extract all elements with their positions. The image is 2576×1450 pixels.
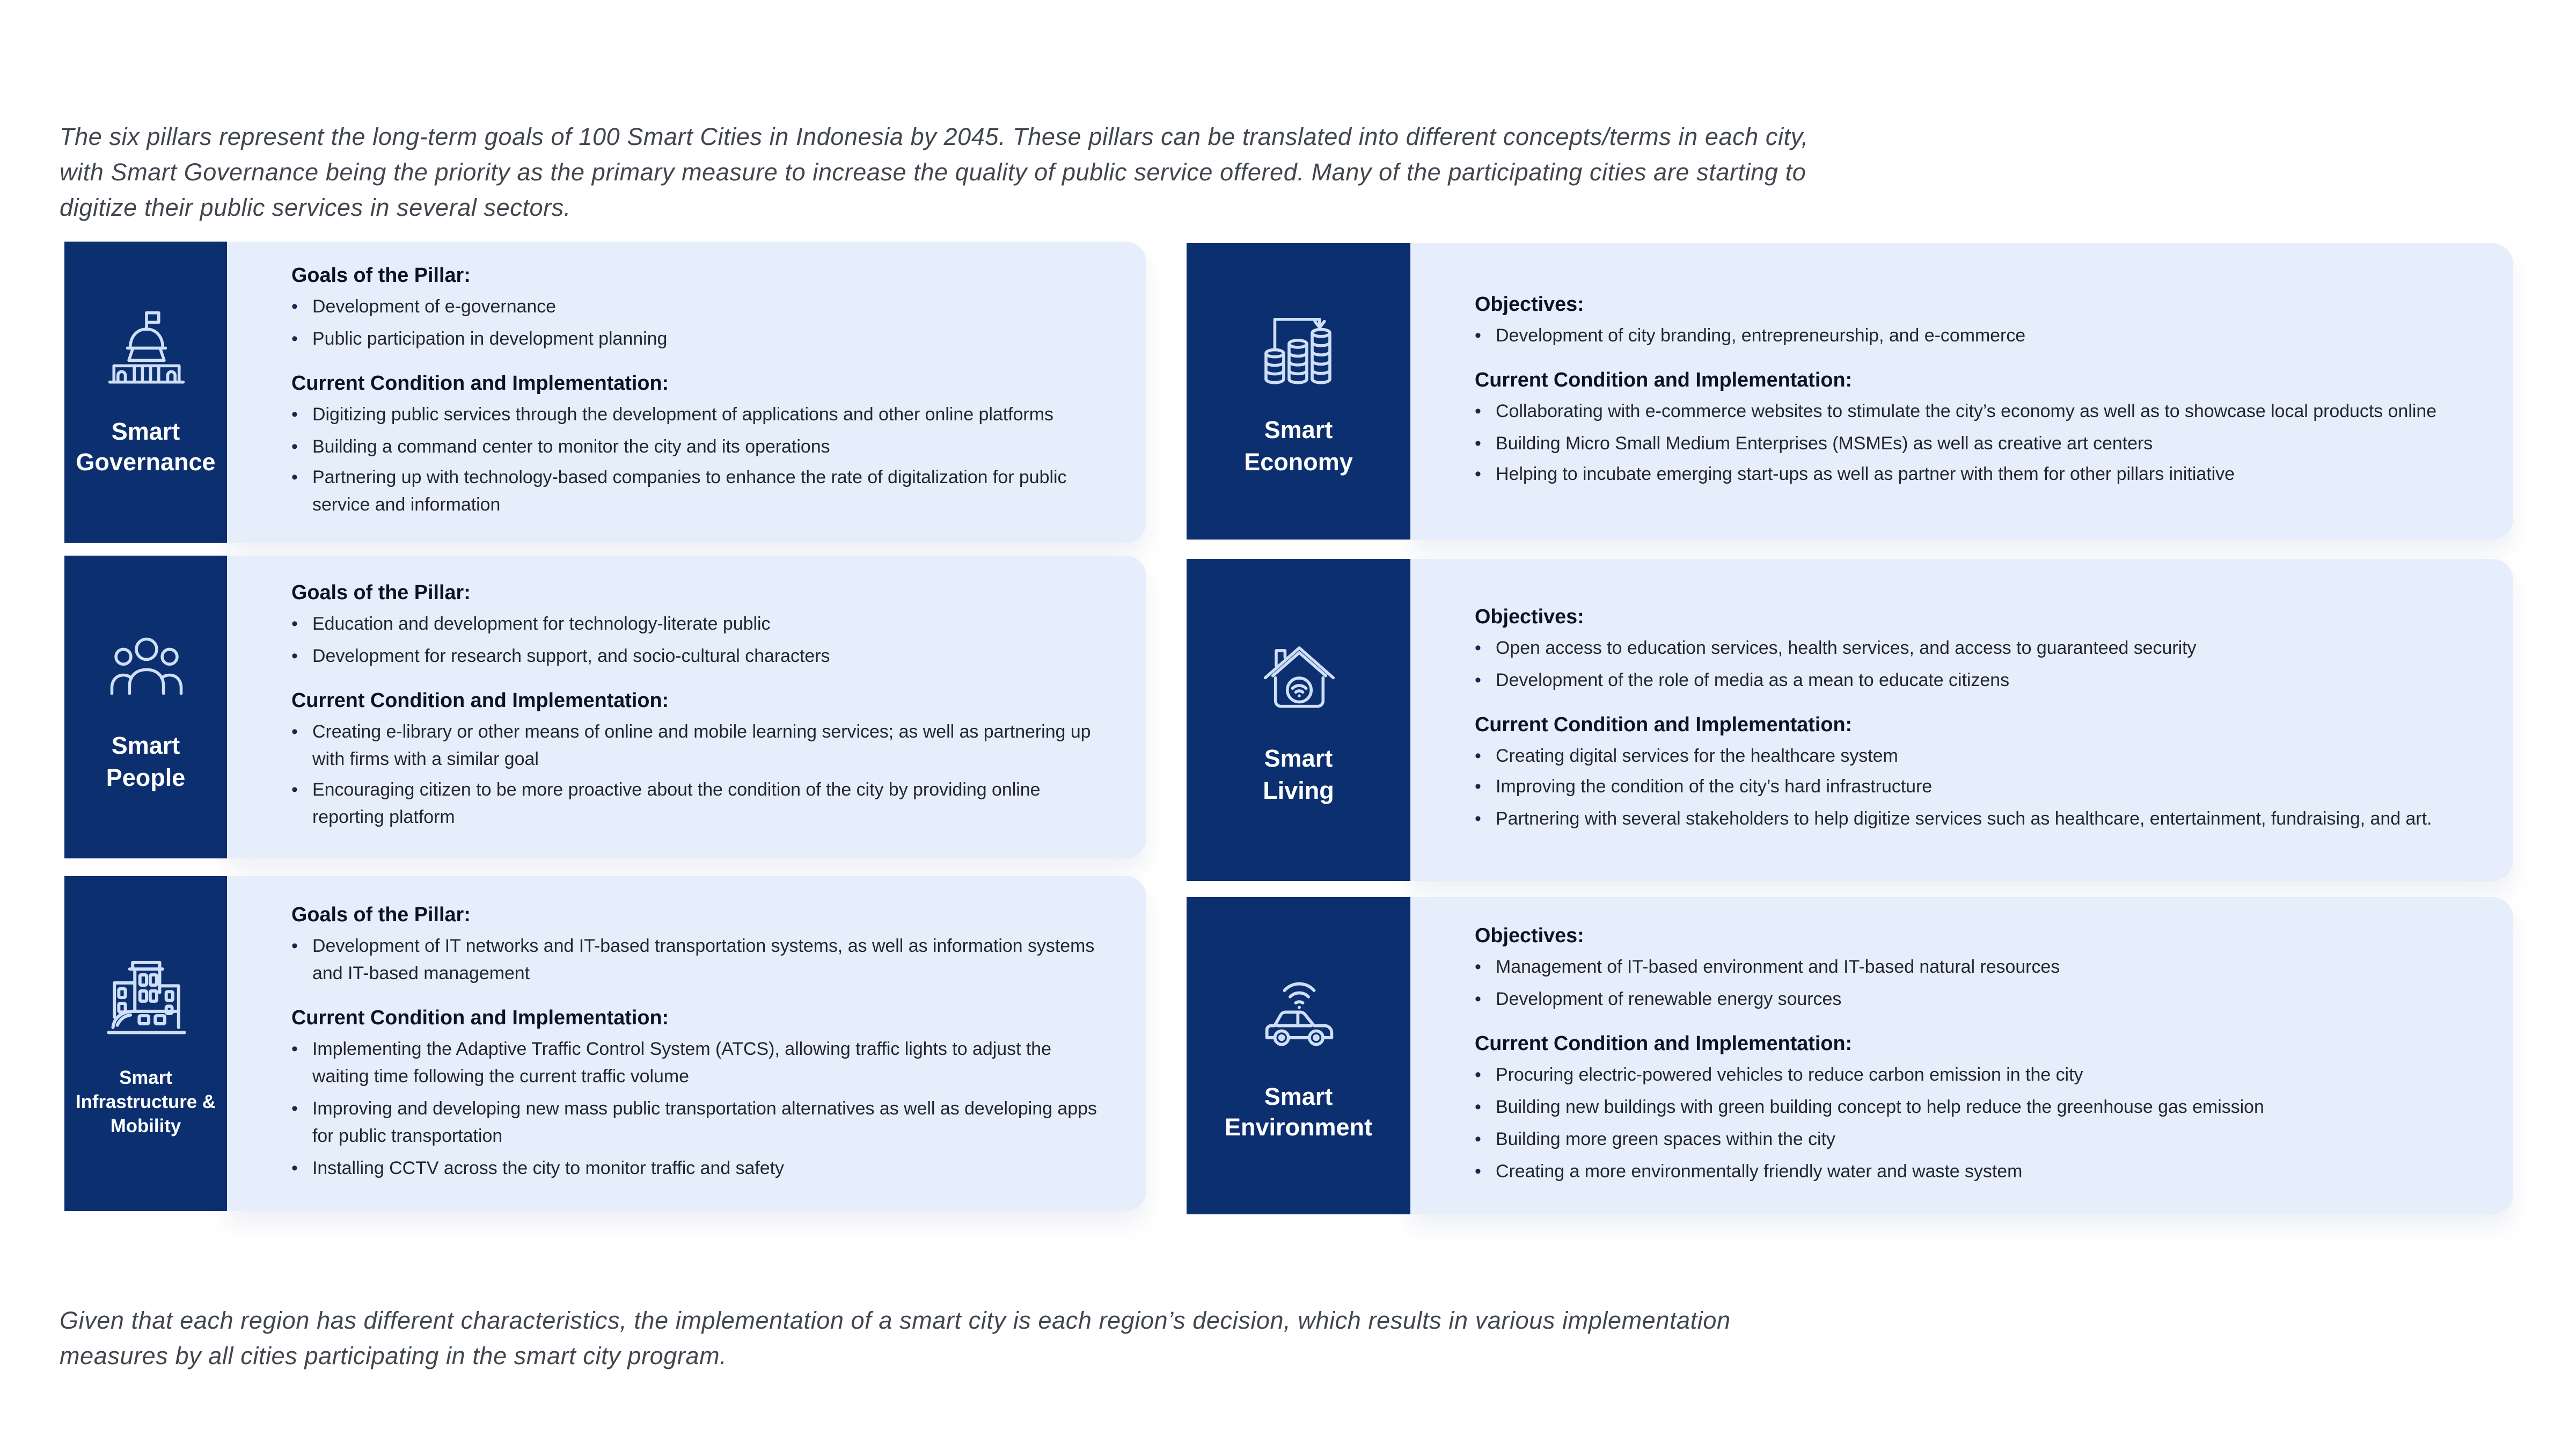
bullet-text: Development of e-governance [312, 297, 557, 317]
bullet-text: Improving and developing new mass public transportation alternatives as well as developing apps for public transportation [312, 1099, 1097, 1147]
bullet-text: Open access to education services, health services, and access to guaranteed security [1496, 638, 2197, 658]
bullet-list [1475, 323, 2468, 351]
pillar-label-box [1187, 897, 1410, 1214]
section-heading: Current Condition and Implementation: [1475, 368, 1853, 391]
bullet-list [291, 611, 1101, 671]
text-line: Infrastructure & [76, 1091, 216, 1113]
bullet-text: Partnering up with technology-based companies to enhance the rate of digitalization for public service and information [312, 469, 1067, 516]
pillar-label [1225, 1082, 1372, 1143]
card-smart-living [1187, 559, 2513, 881]
card-smart-economy [1187, 243, 2513, 540]
bullet-list [291, 1037, 1101, 1183]
bullet-item [291, 1156, 1101, 1184]
pillar-label-box [64, 876, 227, 1211]
bullet-dot: • [1475, 958, 1481, 978]
implementation-section [291, 371, 1101, 521]
pillar-content-panel [227, 876, 1146, 1211]
bullet-text: Management of IT-based environment and IT-based natural resources [1496, 958, 2060, 978]
bullet-dot: • [291, 297, 298, 317]
bullet-text: Development for research support, and socio-cultural characters [312, 646, 830, 666]
bullet-dot: • [291, 1099, 298, 1119]
text-line: Environment [1224, 1114, 1373, 1142]
bullet-text: Procuring electric-powered vehicles to reduce carbon emission in the city [1496, 1066, 2083, 1086]
bullet-text: Partnering with several stakeholders to help digitize services such as healthcare, entertainment, fundraising, and art. [1496, 811, 2432, 830]
bullet-item [1475, 1160, 2468, 1187]
text-line: Governance [76, 449, 216, 477]
pillar-content-panel [1410, 559, 2513, 881]
bullet-dot: • [1475, 1130, 1481, 1150]
bullet-text: Building new buildings with green building concept to help reduce the greenhouse gas emission [1496, 1098, 2264, 1118]
bullet-item [1475, 775, 2468, 803]
bullet-dot: • [291, 329, 298, 349]
text-line: People [106, 764, 186, 792]
bullet-text: Collaborating with e-commerce websites to stimulate the city’s economy as well as to showcase local products online [1496, 402, 2437, 421]
bullet-text: Helping to incubate emerging start-ups as well as partner with them for other pillars initiative [1496, 466, 2235, 486]
section-heading: Objectives: [1475, 292, 1584, 315]
bullet-item [1475, 636, 2468, 663]
pillar-label [76, 1066, 216, 1140]
bullet-item [1475, 1063, 2468, 1090]
bullet-list [291, 935, 1101, 989]
bullet-dot: • [1475, 746, 1481, 766]
pillar-label [1244, 416, 1353, 478]
goals-section [291, 904, 1101, 989]
bullet-text: Creating digital services for the healthcare system [1496, 746, 1898, 766]
bullet-item [291, 466, 1101, 521]
section-heading: Current Condition and Implementation: [291, 1007, 669, 1030]
card-smart-governance [64, 242, 1146, 543]
text-line: Smart [111, 733, 180, 761]
pillar-label [106, 732, 186, 793]
outro-paragraph [60, 1305, 1731, 1375]
section-heading: Current Condition and Implementation: [291, 371, 669, 394]
bullet-dot: • [291, 1159, 298, 1179]
bullet-item [1475, 956, 2468, 983]
text-line: The six pillars represent the long-term goals of 100 Smart Cities in Indonesia by 2045. These pillars can be translated into different concepts/terms in each city, [60, 124, 1809, 151]
bullet-dot: • [291, 937, 298, 957]
bullet-dot: • [1475, 1066, 1481, 1086]
bullet-dot: • [1475, 811, 1481, 830]
bullet-dot: • [291, 469, 298, 489]
section-heading: Goals of the Pillar: [291, 264, 471, 287]
bullet-dot: • [1475, 402, 1481, 421]
bullet-dot: • [291, 646, 298, 666]
implementation-section [1475, 713, 2468, 835]
bullet-item [1475, 463, 2468, 490]
bullet-text: Public participation in development planning [312, 329, 668, 349]
bullet-item [291, 326, 1101, 354]
bullet-dot: • [1475, 1098, 1481, 1118]
bullet-item [1475, 431, 2468, 458]
bullet-dot: • [1475, 990, 1481, 1010]
smart-home-icon [1255, 633, 1342, 720]
bullet-dot: • [291, 1040, 298, 1060]
pillar-label-box [1187, 243, 1410, 540]
bullet-text: Development of city branding, entrepreneurship, and e-commerce [1496, 326, 2026, 346]
section-heading: Current Condition and Implementation: [291, 688, 669, 711]
card-smart-people [64, 556, 1146, 858]
bullet-dot: • [1475, 1162, 1481, 1182]
bullet-item [291, 434, 1101, 462]
text-line: Smart [111, 418, 180, 446]
bullet-item [291, 1037, 1101, 1092]
bullet-text: Building Micro Small Medium Enterprises (MSMEs) as well as creative art centers [1496, 434, 2153, 454]
bullet-item [291, 719, 1101, 774]
bullet-list [1475, 399, 2468, 490]
bullet-text: Building a command center to monitor the city and its operations [312, 437, 830, 457]
bullet-dot: • [291, 405, 298, 425]
bullet-dot: • [1475, 778, 1481, 798]
text-line: Mobility [110, 1116, 181, 1138]
objectives-section [1475, 293, 2468, 351]
bullet-list [1475, 744, 2468, 835]
text-line: Given that each region has different characteristics, the implementation of a smart city is each region’s decision, which results in various implementation [60, 1308, 1731, 1335]
pillar-label-box [1187, 559, 1410, 881]
bullet-list [1475, 636, 2468, 695]
text-line: measures by all cities participating in the smart city program. [60, 1343, 727, 1371]
smart-car-icon [1254, 967, 1344, 1058]
bullet-item [291, 402, 1101, 429]
text-line: Smart [1264, 1083, 1333, 1111]
section-heading: Objectives: [1475, 604, 1584, 628]
bullet-text: Encouraging citizen to be more proactive about the condition of the city by providing online reporting platform [312, 782, 1041, 829]
bullet-text: Installing CCTV across the city to monitor traffic and safety [312, 1159, 785, 1179]
objectives-section [1475, 925, 2468, 1015]
bullet-dot: • [1475, 671, 1481, 690]
bullet-list [1475, 956, 2468, 1015]
bullet-text: Improving the condition of the city’s hard infrastructure [1496, 778, 1933, 798]
pillar-label [76, 417, 215, 478]
bullet-item [291, 1097, 1101, 1152]
section-heading: Current Condition and Implementation: [1475, 1032, 1853, 1055]
bullet-dot: • [1475, 466, 1481, 486]
bullet-item [1475, 1095, 2468, 1123]
bullet-text: Implementing the Adaptive Traffic Control System (ATCS), allowing traffic lights to adjust the waiting time following the current traffic volume [312, 1040, 1051, 1088]
section-heading: Goals of the Pillar: [291, 581, 471, 604]
bullet-text: Creating a more environmentally friendly water and waste system [1496, 1162, 2023, 1182]
bullet-item [291, 611, 1101, 639]
intro-paragraph [60, 121, 1809, 227]
government-building-icon [103, 305, 189, 392]
bullet-item [1475, 323, 2468, 351]
bullet-item [1475, 399, 2468, 426]
section-heading: Current Condition and Implementation: [1475, 712, 1853, 735]
text-line: Smart [1264, 417, 1333, 445]
bullet-dot: • [1475, 638, 1481, 658]
bullet-dot: • [1475, 434, 1481, 454]
pillar-label [1263, 745, 1334, 806]
pillar-content-panel [1410, 897, 2513, 1214]
bullet-text: Education and development for technology-literate public [312, 615, 771, 635]
section-heading: Objectives: [1475, 924, 1584, 948]
bullet-list [291, 402, 1101, 521]
card-smart-environment [1187, 897, 2513, 1214]
text-line: Smart [1264, 746, 1333, 774]
text-line: with Smart Governance being the priority as the primary measure to increase the quality of public service offered. Many of the participating cities are starting to [60, 159, 1806, 187]
bullet-text: Development of the role of media as a mean to educate citizens [1496, 671, 2010, 690]
text-line: Smart [119, 1067, 172, 1088]
bullet-item [1475, 668, 2468, 695]
implementation-section [291, 1007, 1101, 1183]
people-group-icon [103, 621, 189, 708]
bullet-list [291, 294, 1101, 354]
bullet-item [1475, 1127, 2468, 1155]
bullet-item [291, 294, 1101, 322]
pillar-content-panel [1410, 243, 2513, 540]
text-line: Living [1263, 777, 1334, 805]
objectives-section [1475, 605, 2468, 695]
bullet-text: Development of IT networks and IT-based transportation systems, as well as information systems and IT-based management [312, 937, 1095, 985]
implementation-section [1475, 368, 2468, 490]
bullet-list [291, 719, 1101, 833]
pillar-label-box [64, 556, 227, 858]
card-smart-infrastructure-mobility [64, 876, 1146, 1211]
bullet-item [291, 778, 1101, 833]
bullet-item [1475, 987, 2468, 1015]
pillar-label-box [64, 242, 227, 543]
coin-stacks-icon [1255, 305, 1342, 392]
bullet-dot: • [291, 437, 298, 457]
goals-section [291, 581, 1101, 671]
bullet-dot: • [1475, 326, 1481, 346]
bullet-item [291, 935, 1101, 989]
bullet-item [291, 644, 1101, 671]
buildings-transport-icon [99, 948, 193, 1041]
implementation-section [291, 689, 1101, 833]
bullet-text: Building more green spaces within the city [1496, 1130, 1835, 1150]
pillar-content-panel [227, 242, 1146, 543]
text-line: digitize their public services in several sectors. [60, 195, 571, 223]
bullet-item [1475, 807, 2468, 835]
section-heading: Goals of the Pillar: [291, 903, 471, 927]
bullet-dot: • [291, 782, 298, 801]
bullet-dot: • [291, 722, 298, 742]
goals-section [291, 264, 1101, 354]
bullet-item [1475, 744, 2468, 771]
bullet-text: Digitizing public services through the development of applications and other online platforms [312, 405, 1053, 425]
pillar-content-panel [227, 556, 1146, 858]
implementation-section [1475, 1032, 2468, 1186]
bullet-text: Development of renewable energy sources [1496, 990, 1842, 1010]
bullet-list [1475, 1063, 2468, 1186]
text-line: Economy [1244, 448, 1353, 476]
bullet-text: Creating e-library or other means of online and mobile learning services; as well as partnering up with firms with a similar goal [312, 722, 1091, 769]
bullet-dot: • [291, 615, 298, 635]
